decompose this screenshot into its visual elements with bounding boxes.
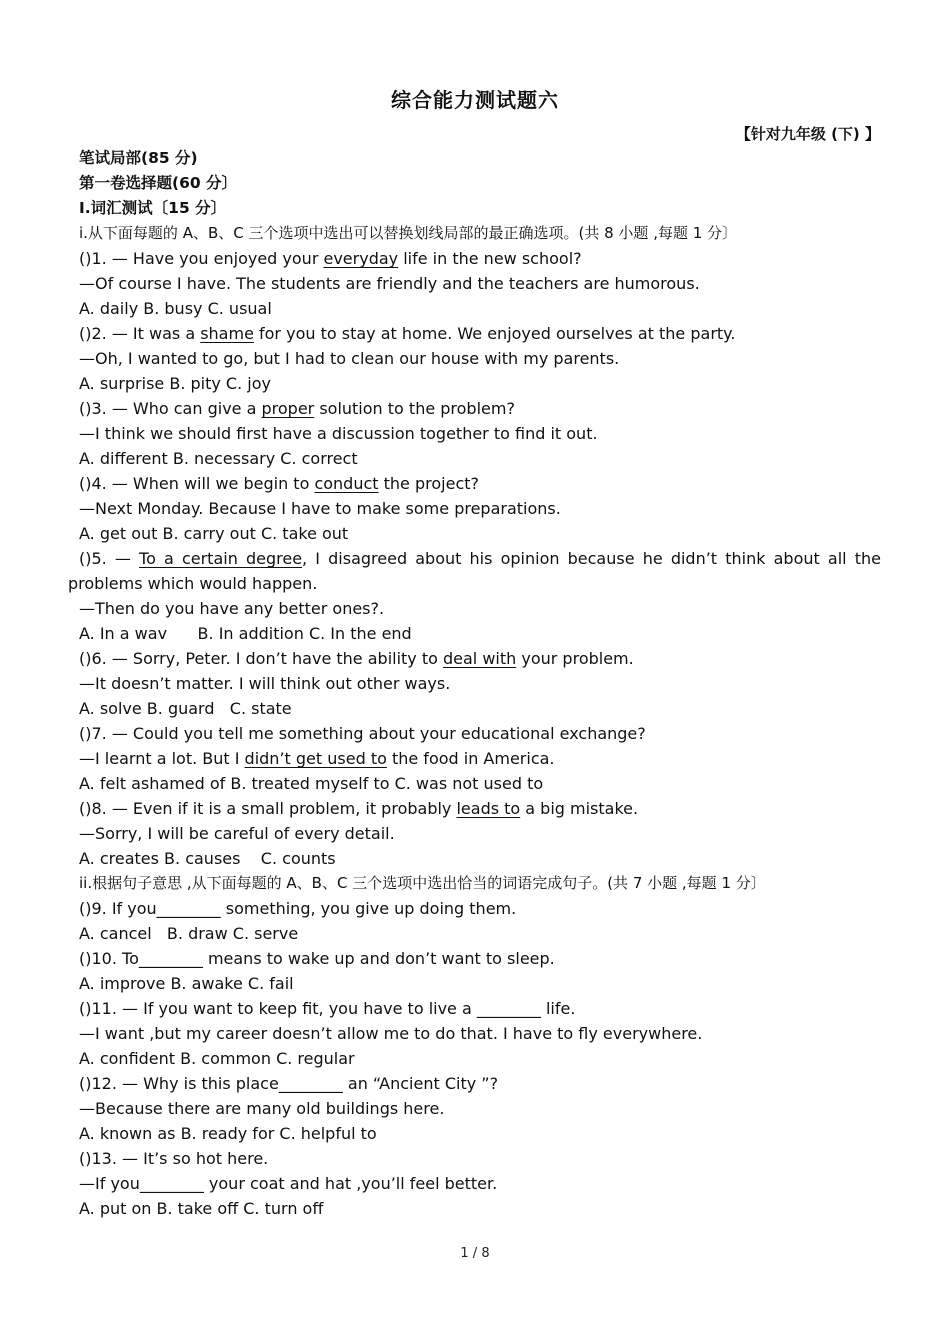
- question-12: ()12. — Why is this place________ an “Ancient City ”?: [79, 1074, 499, 1093]
- question-2-reply: —Oh, I wanted to go, but I had to clean our house with my parents.: [79, 349, 620, 368]
- instruction-i: i.从下面每题的 A、B、C 三个选项中选出可以替换划线局部的最正确选项。(共 8 小题 ,每题 1 分〕: [79, 224, 738, 242]
- underlined-word: deal with: [443, 649, 517, 668]
- question-6: ()6. — Sorry, Peter. I don’t have the ability to deal with your problem.: [79, 649, 634, 668]
- question-12-reply: —Because there are many old buildings here.: [79, 1099, 445, 1118]
- question-5: ()5. — To a certain degree, I disagreed about his opinion because he didn’t think about all the: [79, 549, 882, 568]
- section-vocabulary: I.词汇测试〔15 分〕: [79, 199, 227, 217]
- question-11: ()11. — If you want to keep fit, you have to live a ________ life.: [79, 999, 576, 1018]
- question-7: ()7. — Could you tell me something about your educational exchange?: [79, 724, 646, 743]
- page-number: 1 / 8: [460, 1246, 490, 1261]
- underlined-word: didn’t get used to: [244, 749, 387, 768]
- section-written: 笔试局部(85 分): [79, 149, 198, 167]
- grade-label: 【针对九年级 (下) 】: [735, 125, 880, 143]
- question-3-options: A. different B. necessary C. correct: [79, 449, 358, 468]
- question-11-reply: —I want ,but my career doesn’t allow me to do that. I have to fly everywhere.: [79, 1024, 703, 1043]
- question-1-reply: —Of course I have. The students are friendly and the teachers are humorous.: [79, 274, 700, 293]
- section-volume-1: 第一卷选择题(60 分〕: [79, 174, 238, 192]
- question-13-reply: —If you________ your coat and hat ,you’ll feel better.: [79, 1174, 498, 1193]
- question-7-reply: —I learnt a lot. But I didn’t get used to the food in America.: [79, 749, 555, 768]
- question-9: ()9. If you________ something, you give up doing them.: [79, 899, 517, 918]
- underlined-word: proper: [261, 399, 315, 418]
- underlined-word: shame: [200, 324, 254, 343]
- question-8: ()8. — Even if it is a small problem, it probably leads to a big mistake.: [79, 799, 639, 818]
- question-5-continued: problems which would happen.: [68, 574, 318, 593]
- question-1-options: A. daily B. busy C. usual: [79, 299, 272, 318]
- question-1: ()1. — Have you enjoyed your everyday life in the new school?: [79, 249, 582, 268]
- question-4-options: A. get out B. carry out C. take out: [79, 524, 349, 543]
- question-2: ()2. — It was a shame for you to stay at home. We enjoyed ourselves at the party.: [79, 324, 736, 343]
- question-6-options: A. solve B. guard C. state: [79, 699, 292, 718]
- question-10-options: A. improve B. awake C. fail: [79, 974, 294, 993]
- question-2-options: A. surprise B. pity C. joy: [79, 374, 271, 393]
- question-13-options: A. put on B. take off C. turn off: [79, 1199, 324, 1218]
- question-3-reply: —I think we should first have a discussion together to find it out.: [79, 424, 598, 443]
- question-6-reply: —It doesn’t matter. I will think out other ways.: [79, 674, 451, 693]
- question-4: ()4. — When will we begin to conduct the project?: [79, 474, 479, 493]
- question-8-reply: —Sorry, I will be careful of every detail.: [79, 824, 395, 843]
- question-4-reply: —Next Monday. Because I have to make some preparations.: [79, 499, 561, 518]
- exam-content: [68, 146, 881, 1221]
- underlined-word: leads to: [456, 799, 521, 818]
- question-7-options: A. felt ashamed of B. treated myself to C. was not used to: [79, 774, 544, 793]
- underlined-word: To a certain degree: [139, 549, 303, 568]
- question-8-options: A. creates B. causes C. counts: [79, 849, 336, 868]
- question-13: ()13. — It’s so hot here.: [79, 1149, 269, 1168]
- underlined-word: everyday: [323, 249, 399, 268]
- question-11-options: A. confident B. common C. regular: [79, 1049, 355, 1068]
- question-3: ()3. — Who can give a proper solution to the problem?: [79, 399, 515, 418]
- question-10: ()10. To________ means to wake up and don’t want to sleep.: [79, 949, 555, 968]
- underlined-word: conduct: [314, 474, 379, 493]
- question-12-options: A. known as B. ready for C. helpful to: [79, 1124, 377, 1143]
- page-title: 综合能力测试题六: [391, 88, 559, 112]
- question-5-reply: —Then do you have any better ones?.: [79, 599, 385, 618]
- question-9-options: A. cancel B. draw C. serve: [79, 924, 299, 943]
- instruction-ii: ii.根据句子意思 ,从下面每题的 A、B、C 三个选项中选出恰当的词语完成句子。(共 7 小题 ,每题 1 分〕: [79, 874, 766, 892]
- question-5-options: A. In a wav B. In addition C. In the end: [79, 624, 412, 643]
